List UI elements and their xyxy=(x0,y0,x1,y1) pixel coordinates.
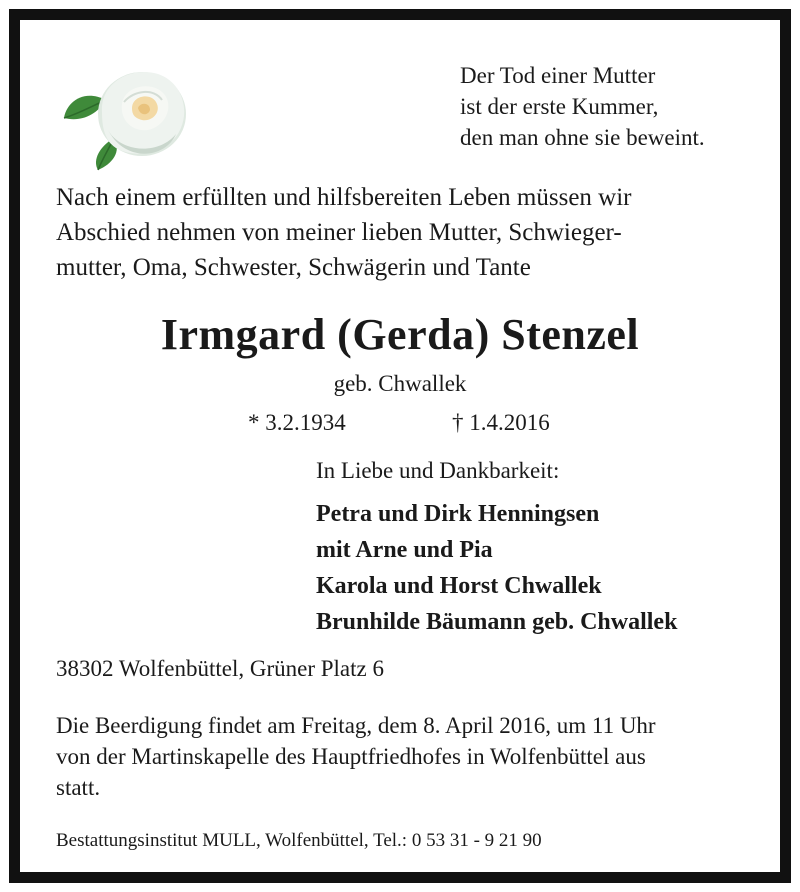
undertaker-contact: Bestattungsinstitut MULL, Wolfenbüttel, Tel.: 0 53 31 - 9 21 90 xyxy=(56,830,542,851)
motto-line: den man ohne sie beweint. xyxy=(460,125,705,150)
funeral-line: statt. xyxy=(56,775,101,800)
gratitude-line: In Liebe und Dankbarkeit: xyxy=(316,458,560,483)
mourner-entry: Petra und Dirk Henningsen xyxy=(316,501,600,527)
motto-quote xyxy=(460,60,705,153)
obituary-card xyxy=(9,9,791,883)
mourner-entry: Brunhilde Bäumann geb. Chwallek xyxy=(316,609,678,635)
family-address: 38302 Wolfenbüttel, Grüner Platz 6 xyxy=(56,656,384,681)
mourners-list xyxy=(316,496,677,640)
motto-line: ist der erste Kummer, xyxy=(460,94,659,119)
funeral-line: von der Martinskapelle des Hauptfriedhofes in Wolfenbüttel aus xyxy=(56,744,646,769)
intro-line: Abschied nehmen von meiner lieben Mutter, Schwieger- xyxy=(56,219,622,246)
mourner-entry: mit Arne und Pia xyxy=(316,537,493,563)
funeral-notice xyxy=(56,710,776,803)
intro-paragraph xyxy=(56,180,776,285)
mourner-entry: Karola und Horst Chwallek xyxy=(316,573,602,599)
maiden-name: geb. Chwallek xyxy=(333,371,467,396)
birth-date: * 3.2.1934 xyxy=(248,410,346,435)
funeral-line: Die Beerdigung findet am Freitag, dem 8. April 2016, um 11 Uhr xyxy=(56,713,656,738)
motto-line: Der Tod einer Mutter xyxy=(460,63,656,88)
deceased-name: Irmgard (Gerda) Stenzel xyxy=(160,310,640,359)
intro-line: mutter, Oma, Schwester, Schwägerin und Tante xyxy=(56,254,531,281)
death-date: † 1.4.2016 xyxy=(452,410,550,435)
intro-line: Nach einem erfüllten und hilfsbereiten Leben müssen wir xyxy=(56,184,632,211)
white-rose-icon xyxy=(62,60,192,172)
